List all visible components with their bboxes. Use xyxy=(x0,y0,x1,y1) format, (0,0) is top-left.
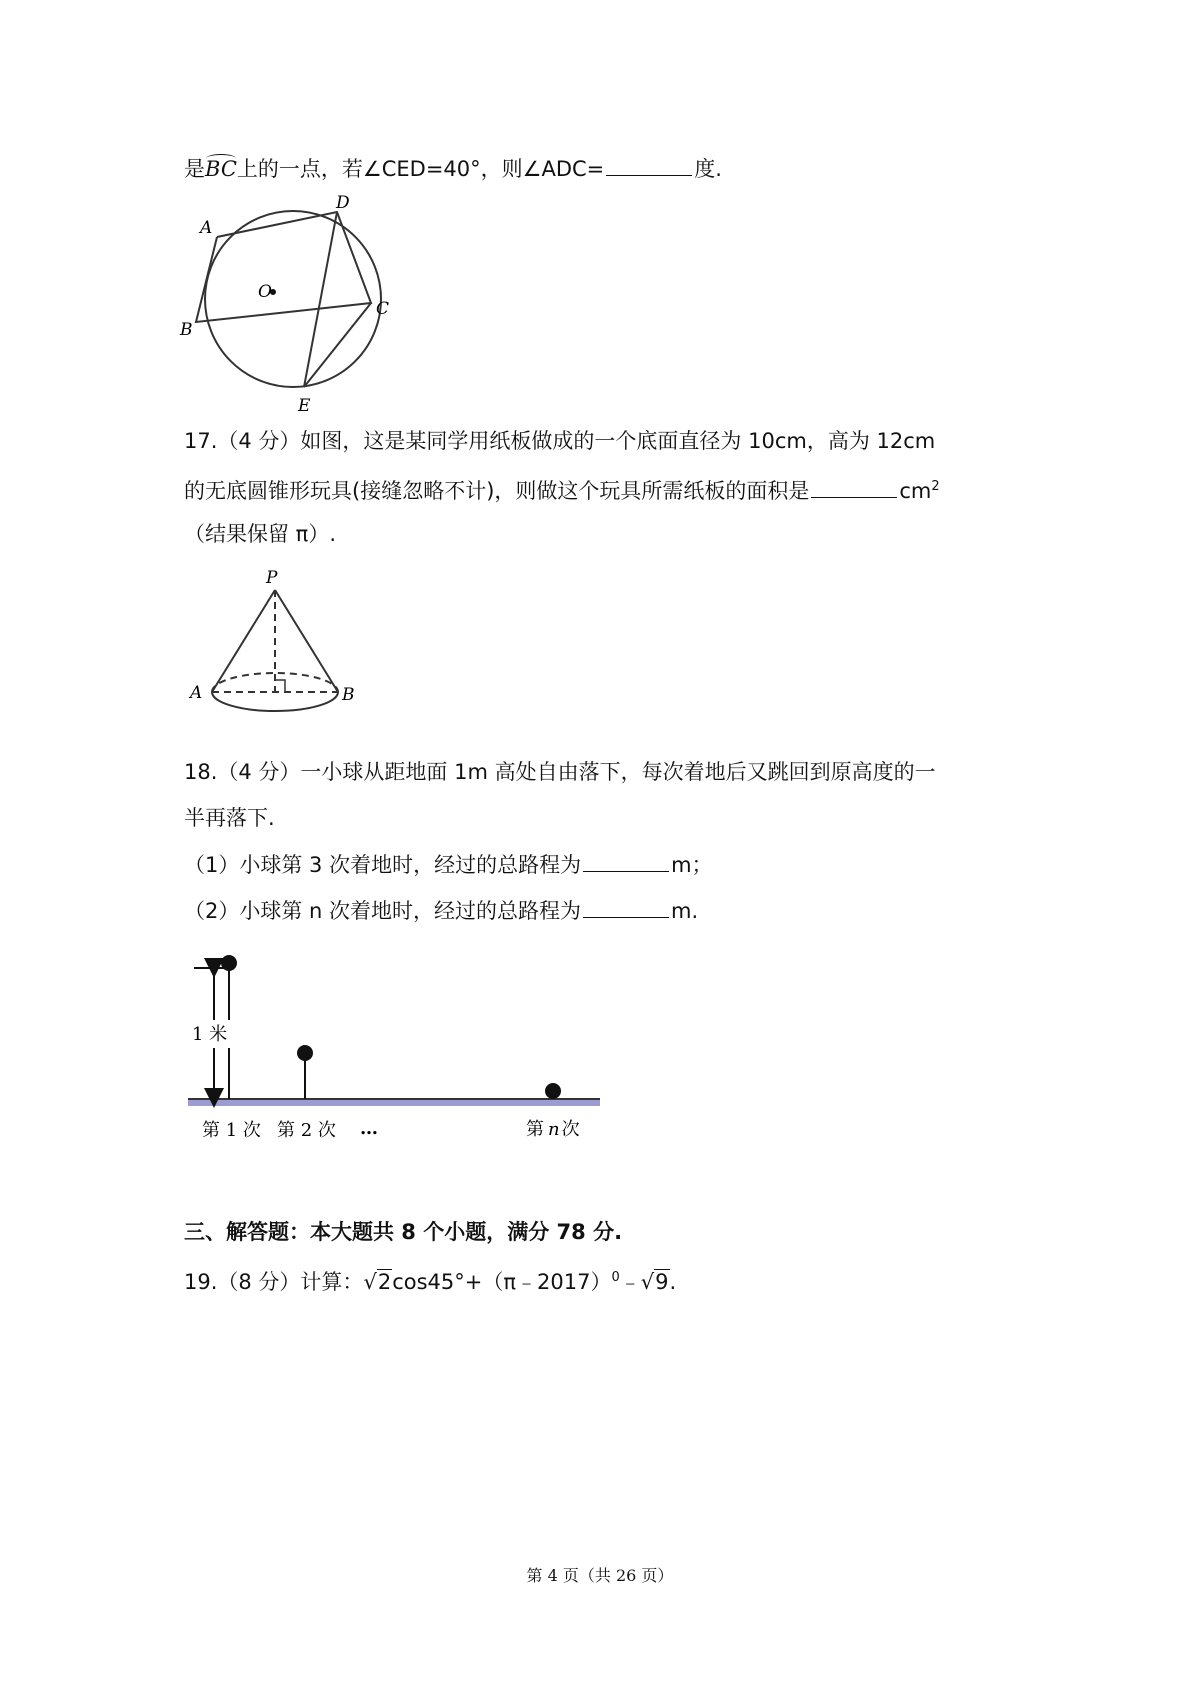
sqrt-2: √2 xyxy=(363,1270,392,1294)
label-a: A xyxy=(190,683,203,703)
figure-circle xyxy=(178,195,408,420)
q19-exponent: 0 xyxy=(611,1270,620,1285)
answer-blank xyxy=(583,895,669,918)
label-a: A xyxy=(200,218,213,238)
q16-line xyxy=(184,153,722,184)
q18-line2: 半再落下. xyxy=(184,806,275,830)
q19-text: 19.（8 分）计算： xyxy=(184,1270,364,1294)
label-first: 第 1 次 xyxy=(202,1120,261,1141)
answer-blank xyxy=(606,153,692,176)
q17-unit-sup: 2 xyxy=(931,479,940,494)
q18-sub2-text: （2）小球第 n 次着地时，经过的总路程为 xyxy=(184,899,582,923)
q16-mid: 上的一点，若∠CED=40°，则∠ADC= xyxy=(236,157,605,181)
q17-unit: cm xyxy=(899,479,932,503)
label-nth: 第 n 次 xyxy=(526,1119,580,1140)
label-b: B xyxy=(342,685,355,705)
label-o: O xyxy=(258,282,272,302)
q19-minus: ﹣ xyxy=(619,1270,641,1294)
q17-text: 的无底圆锥形玩具(接缝忽略不计)，则做这个玩具所需纸板的面积是 xyxy=(184,479,810,503)
label-d: D xyxy=(336,195,350,213)
q18-sub1-text: （1）小球第 3 次着地时，经过的总路程为 xyxy=(184,853,582,877)
figure-bouncing-ball xyxy=(180,940,610,1155)
section-title: 三、解答题：本大题共 8 个小题，满分 78 分. xyxy=(184,1220,623,1244)
label-second: 第 2 次 xyxy=(277,1120,336,1141)
label-p: P xyxy=(266,568,278,588)
label-e: E xyxy=(298,396,311,416)
q18-sub1 xyxy=(184,849,713,880)
q16-prefix: 是 xyxy=(184,157,205,181)
answer-blank xyxy=(583,849,669,872)
q19-line xyxy=(184,1263,676,1297)
q18-line1: 18.（4 分）一小球从距地面 1m 高处自由落下，每次着地后又跳回到原高度的一 xyxy=(184,760,936,784)
q18-sub1-unit: m； xyxy=(671,853,713,877)
height-label: 1 米 xyxy=(192,1024,228,1045)
label-b: B xyxy=(180,320,193,340)
figure-cone xyxy=(180,565,360,725)
arc-bc: BC xyxy=(205,154,237,184)
label-c: C xyxy=(376,299,390,319)
sqrt-9: √9 xyxy=(640,1270,669,1294)
q19-end: . xyxy=(669,1270,677,1294)
q16-suffix: 度. xyxy=(694,157,722,181)
q17-line3: （结果保留 π）. xyxy=(184,522,336,546)
answer-blank xyxy=(811,475,897,498)
q19-mid: cos45°+（π﹣2017） xyxy=(392,1270,612,1294)
label-ellipsis: … xyxy=(360,1118,378,1139)
q17-line1: 17.（4 分）如图，这是某同学用纸板做成的一个底面直径为 10cm，高为 12cm xyxy=(184,429,936,453)
q18-sub2-unit: m. xyxy=(671,899,699,923)
q18-sub2 xyxy=(184,895,698,926)
q17-line2 xyxy=(184,472,940,506)
page-footer: 第 4 页（共 26 页） xyxy=(526,1566,674,1585)
